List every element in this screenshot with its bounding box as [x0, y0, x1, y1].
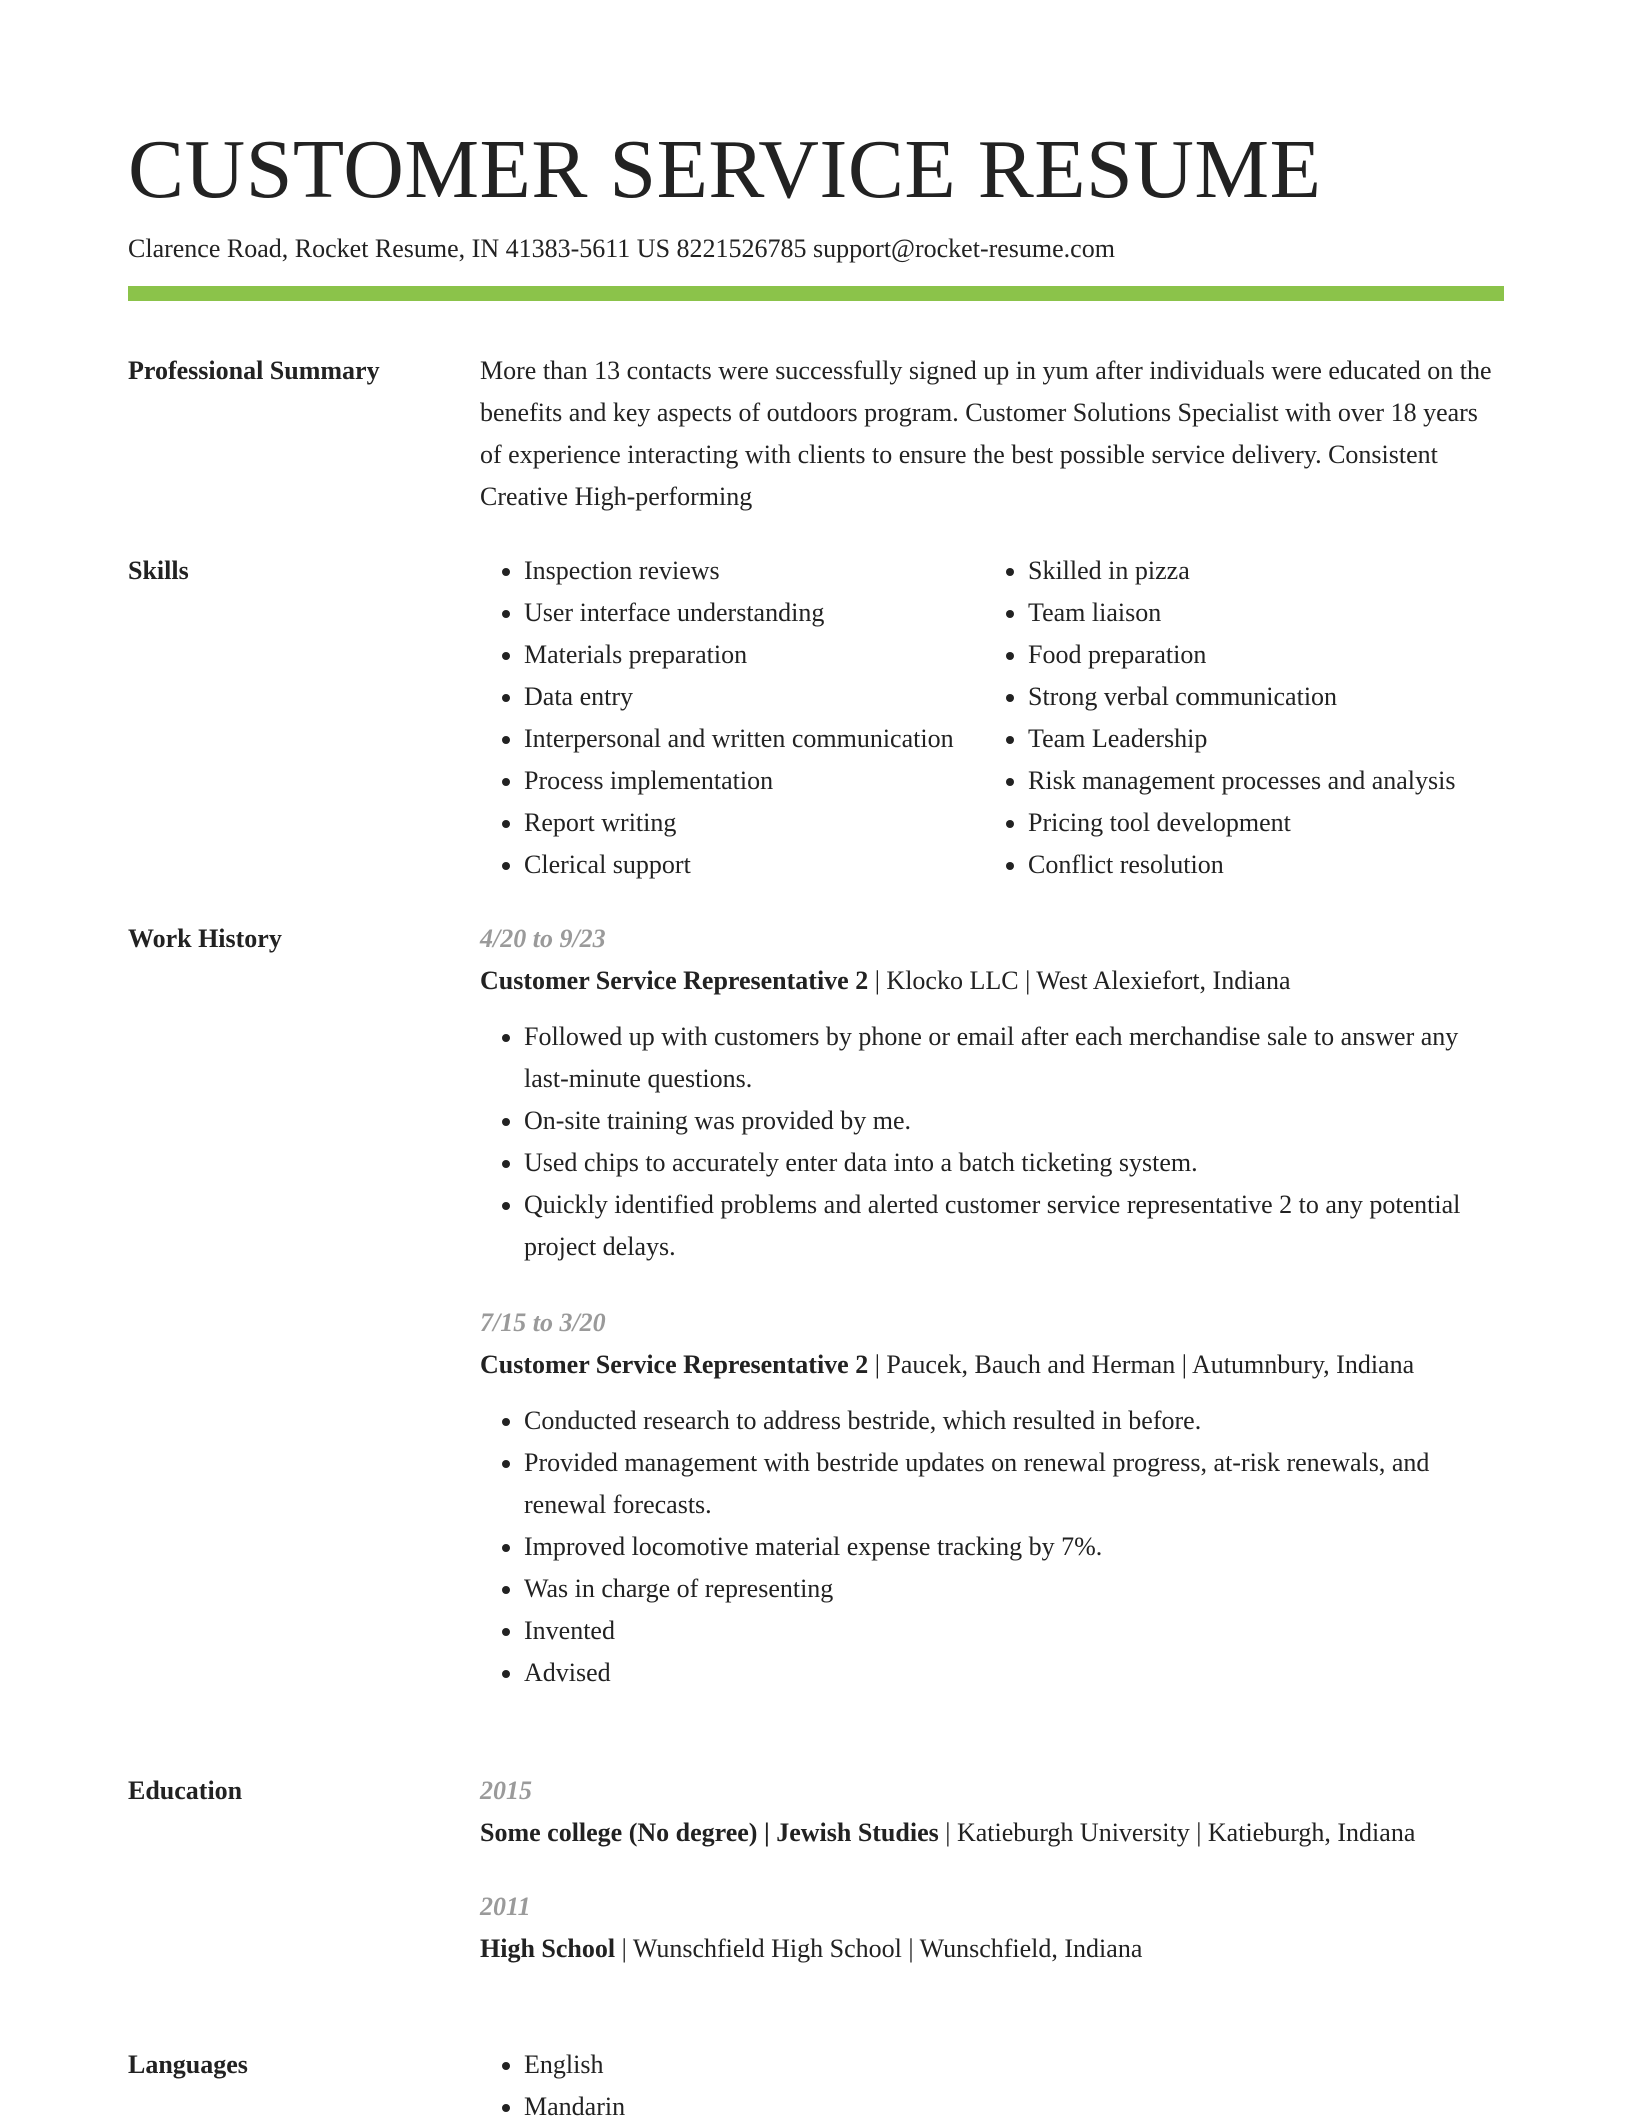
job-bullet: • Invented [524, 1610, 1504, 1652]
job-entry [480, 918, 1504, 1268]
job-date: 7/15 to 3/20 [480, 1308, 606, 1337]
summary-content [480, 350, 1504, 518]
job-title: Customer Service Representative 2 [480, 1350, 869, 1379]
education-school: | Katieburgh University | Katieburgh, Indiana [938, 1818, 1416, 1847]
job-date: 4/20 to 9/23 [480, 924, 606, 953]
skill-item: • Strong verbal communication [1028, 676, 1548, 718]
languages-content [480, 2044, 1504, 2128]
education-line [480, 1928, 1504, 1970]
job-employer: | Klocko LLC | West Alexiefort, Indiana [868, 966, 1291, 995]
job-bullet: • On-site training was provided by me. [524, 1100, 1504, 1142]
skill-item: • Process implementation [524, 760, 1028, 802]
languages-list [480, 2044, 1504, 2128]
skill-item: • Data entry [524, 676, 1028, 718]
education-content [480, 1770, 1504, 1970]
skills-heading: Skills [128, 556, 189, 585]
job-title: Customer Service Representative 2 [480, 966, 869, 995]
skill-item: • Food preparation [1028, 634, 1548, 676]
languages-heading: Languages [128, 2050, 248, 2079]
skills-list-left [480, 550, 1028, 886]
education-degree: High School [480, 1934, 616, 1963]
accent-divider [128, 286, 1504, 301]
skill-item: • Pricing tool development [1028, 802, 1548, 844]
contact-line: Clarence Road, Rocket Resume, IN 41383-5611 US 8221526785 support@rocket-resume.com [128, 234, 1115, 263]
work-history-content [480, 918, 1504, 1694]
job-bullets [480, 1400, 1504, 1694]
job-entry [480, 1302, 1504, 1694]
language-item: • English [524, 2044, 1504, 2086]
skill-item: • Clerical support [524, 844, 1028, 886]
education-date: 2015 [480, 1776, 532, 1805]
skill-item: • Conflict resolution [1028, 844, 1548, 886]
skill-item: • Team liaison [1028, 592, 1548, 634]
job-bullet: • Quickly identified problems and alerted customer service representative 2 to any potential project delays. [524, 1184, 1504, 1268]
skills-content [480, 550, 1504, 886]
job-bullet: • Conducted research to address bestride, which resulted in before. [524, 1400, 1504, 1442]
education-date: 2011 [480, 1892, 531, 1921]
skill-item: • Team Leadership [1028, 718, 1548, 760]
skills-list-right [984, 550, 1548, 886]
job-title-line [480, 960, 1504, 1002]
education-heading: Education [128, 1776, 243, 1805]
skill-item: • Materials preparation [524, 634, 1028, 676]
skill-item: • Inspection reviews [524, 550, 1028, 592]
skill-item: • User interface understanding [524, 592, 1028, 634]
job-bullet: • Provided management with bestride updates on renewal progress, at-risk renewals, and renewal forecasts. [524, 1442, 1504, 1526]
education-entry [480, 1886, 1504, 1970]
education-line [480, 1812, 1504, 1854]
resume-title: CUSTOMER SERVICE RESUME [128, 123, 1322, 216]
language-item: • Mandarin [524, 2086, 1504, 2128]
education-entry [480, 1770, 1504, 1854]
job-employer: | Paucek, Bauch and Herman | Autumnbury, Indiana [868, 1350, 1415, 1379]
education-school: | Wunschfield High School | Wunschfield, Indiana [615, 1934, 1143, 1963]
job-title-line [480, 1344, 1504, 1386]
job-bullet: • Advised [524, 1652, 1504, 1694]
job-bullet: • Used chips to accurately enter data into a batch ticketing system. [524, 1142, 1504, 1184]
work-history-heading: Work History [128, 924, 282, 953]
job-bullet: • Improved locomotive material expense tracking by 7%. [524, 1526, 1504, 1568]
summary-heading: Professional Summary [128, 356, 380, 385]
job-bullet: • Followed up with customers by phone or email after each merchandise sale to answer any last-minute questions. [524, 1016, 1504, 1100]
skill-item: • Skilled in pizza [1028, 550, 1548, 592]
skill-item: • Risk management processes and analysis [1028, 760, 1548, 802]
summary-text: More than 13 contacts were successfully signed up in yum after individuals were educated on the benefits and key aspects of outdoors program. Customer Solutions Specialist with over 18 years of experience interacting with clients to ensure the best possible service delivery. Consistent Creative High-performing [480, 356, 1492, 511]
education-degree: Some college (No degree) | Jewish Studies [480, 1818, 939, 1847]
job-bullet: • Was in charge of representing [524, 1568, 1504, 1610]
skill-item: • Report writing [524, 802, 1028, 844]
skill-item: • Interpersonal and written communication [524, 718, 1028, 760]
job-bullets [480, 1016, 1504, 1268]
